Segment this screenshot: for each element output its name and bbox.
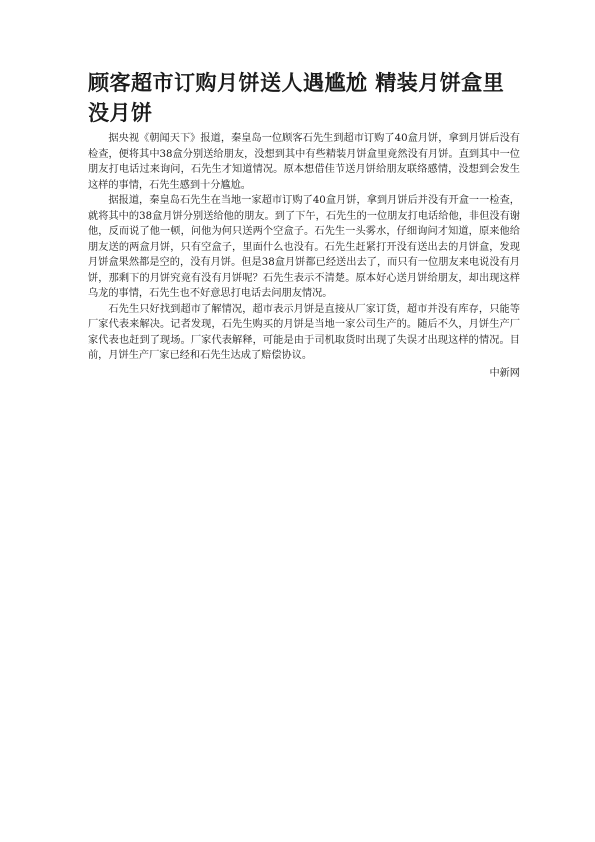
document-page <box>88 68 520 381</box>
article-title: 顾客超市订购月饼送人遇尴尬 精装月饼盒里没月饼 <box>88 71 505 125</box>
article-paragraph-2: 据报道，秦皇岛石先生在当地一家超市订购了40盒月饼，拿到月饼后并没有开盒一一检查，就将其中的38盒月饼分别送给他的朋友。到了下午，石先生的一位朋友打电话给他，非但没有谢他，反而说了他一顿，问他为何只送两个空盒子。石先生一头雾水，仔细询问才知道，原来他给朋友送的两盒月饼，只有空盒子，里面什么也没有。石先生赶紧打开没有送出去的月饼盒，发现月饼盒果然都是空的，没有月饼。但是38盒月饼都已经送出去了，而只有一位朋友来电说没有月饼，那剩下的月饼究竟有没有月饼呢？石先生表示不清楚。原本好心送月饼给朋友，却出现这样乌龙的事情，石先生也不好意思打电话去问朋友情况。 <box>88 195 520 299</box>
article-paragraph-3: 石先生只好找到超市了解情况，超市表示月饼是直接从厂家订货，超市并没有库存，只能等厂家代表来解决。记者发现，石先生购买的月饼是当地一家公司生产的。随后不久，月饼生产厂家代表也赶到了现场。厂家代表解释，可能是由于司机取货时出现了失误才出现这样的情况。目前，月饼生产厂家已经和石先生达成了赔偿协议。 <box>88 303 520 361</box>
article-paragraph-1: 据央视《朝闻天下》报道，秦皇岛一位顾客石先生到超市订购了40盒月饼，拿到月饼后没有检查，便将其中38盒分别送给朋友，没想到其中有些精装月饼盒里竟然没有月饼。直到其中一位朋友打电话过来询问，石先生才知道情况。原本想借佳节送月饼给朋友联络感情，没想到会发生这样的事情，石先生感到十分尴尬。 <box>88 133 520 191</box>
article-source: 中新网 <box>489 367 520 379</box>
